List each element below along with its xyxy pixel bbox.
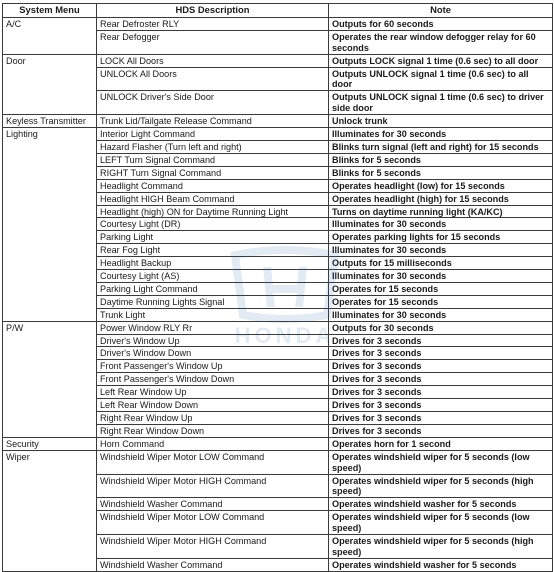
table-row bbox=[3, 437, 553, 450]
table-row bbox=[3, 115, 553, 128]
table-row bbox=[3, 205, 553, 218]
note-cell: Outputs for 15 milliseconds bbox=[329, 257, 553, 270]
hds-description-cell: Windshield Wiper Motor LOW Command bbox=[97, 511, 329, 535]
note-cell: Outputs LOCK signal 1 time (0.6 sec) to all door bbox=[329, 54, 553, 67]
table-row bbox=[3, 511, 553, 535]
hds-description-cell: Headlight Command bbox=[97, 179, 329, 192]
note-cell: Drives for 3 seconds bbox=[329, 347, 553, 360]
hds-description-cell: Headlight HIGH Beam Command bbox=[97, 192, 329, 205]
table-row bbox=[3, 373, 553, 386]
note-cell: Operates for 15 seconds bbox=[329, 295, 553, 308]
note-cell: Illuminates for 30 seconds bbox=[329, 218, 553, 231]
note-cell: Outputs UNLOCK signal 1 time (0.6 sec) to all door bbox=[329, 67, 553, 91]
hds-description-cell: Daytime Running Lights Signal bbox=[97, 295, 329, 308]
table-row bbox=[3, 535, 553, 559]
hds-description-cell: Windshield Washer Command bbox=[97, 558, 329, 571]
table-row bbox=[3, 412, 553, 425]
hds-description-cell: Parking Light Command bbox=[97, 282, 329, 295]
table-row bbox=[3, 179, 553, 192]
hds-description-cell: Left Rear Window Up bbox=[97, 386, 329, 399]
system-menu-cell-empty bbox=[3, 474, 97, 498]
table-row bbox=[3, 282, 553, 295]
note-cell: Outputs for 30 seconds bbox=[329, 321, 553, 334]
note-cell: Operates windshield washer for 5 seconds bbox=[329, 558, 553, 571]
system-menu-cell: Security bbox=[3, 437, 97, 450]
table-row bbox=[3, 30, 553, 54]
system-menu-cell-empty bbox=[3, 424, 97, 437]
system-menu-cell-empty bbox=[3, 399, 97, 412]
hds-description-cell: RIGHT Turn Signal Command bbox=[97, 166, 329, 179]
table-row bbox=[3, 257, 553, 270]
hds-description-cell: Power Window RLY Rr bbox=[97, 321, 329, 334]
system-menu-cell-empty bbox=[3, 166, 97, 179]
system-menu-cell: P/W bbox=[3, 321, 97, 334]
hds-description-cell: Windshield Wiper Motor HIGH Command bbox=[97, 474, 329, 498]
note-cell: Blinks for 5 seconds bbox=[329, 153, 553, 166]
note-cell: Drives for 3 seconds bbox=[329, 386, 553, 399]
hds-description-cell: Parking Light bbox=[97, 231, 329, 244]
hds-description-cell: Trunk Lid/Tailgate Release Command bbox=[97, 115, 329, 128]
table-row bbox=[3, 424, 553, 437]
system-menu-cell: Lighting bbox=[3, 128, 97, 141]
system-menu-cell: Door bbox=[3, 54, 97, 67]
hds-description-cell: Hazard Flasher (Turn left and right) bbox=[97, 140, 329, 153]
hds-description-cell: Rear Defogger bbox=[97, 30, 329, 54]
note-cell: Unlock trunk bbox=[329, 115, 553, 128]
hds-description-cell: Windshield Wiper Motor LOW Command bbox=[97, 450, 329, 474]
watermark-text: HONDA bbox=[234, 323, 336, 348]
table-header-row bbox=[3, 4, 553, 18]
hds-description-cell: UNLOCK Driver's Side Door bbox=[97, 91, 329, 115]
table-row bbox=[3, 295, 553, 308]
system-menu-cell-empty bbox=[3, 244, 97, 257]
header-note: Note bbox=[329, 4, 553, 18]
hds-description-cell: Right Rear Window Up bbox=[97, 412, 329, 425]
header-system-menu: System Menu bbox=[3, 4, 97, 18]
note-cell: Drives for 3 seconds bbox=[329, 373, 553, 386]
system-menu-cell-empty bbox=[3, 179, 97, 192]
hds-description-cell: Driver's Window Up bbox=[97, 334, 329, 347]
table-row bbox=[3, 360, 553, 373]
note-cell: Illuminates for 30 seconds bbox=[329, 308, 553, 321]
hds-description-cell: Trunk Light bbox=[97, 308, 329, 321]
system-menu-cell-empty bbox=[3, 140, 97, 153]
note-cell: Turns on daytime running light (KA/KC) bbox=[329, 205, 553, 218]
note-cell: Operates windshield wiper for 5 seconds (high speed) bbox=[329, 535, 553, 559]
system-menu-cell-empty bbox=[3, 270, 97, 283]
system-menu-cell-empty bbox=[3, 153, 97, 166]
table-row bbox=[3, 192, 553, 205]
hds-description-cell: Courtesy Light (AS) bbox=[97, 270, 329, 283]
system-menu-cell-empty bbox=[3, 308, 97, 321]
table-row bbox=[3, 153, 553, 166]
table-row bbox=[3, 231, 553, 244]
system-menu-cell: A/C bbox=[3, 17, 97, 30]
hds-description-cell: Windshield Wiper Motor HIGH Command bbox=[97, 535, 329, 559]
note-cell: Illuminates for 30 seconds bbox=[329, 270, 553, 283]
note-cell: Operates windshield washer for 5 seconds bbox=[329, 498, 553, 511]
system-menu-cell: Wiper bbox=[3, 450, 97, 474]
system-menu-cell-empty bbox=[3, 334, 97, 347]
hds-description-cell: Front Passenger's Window Up bbox=[97, 360, 329, 373]
system-menu-cell-empty bbox=[3, 498, 97, 511]
hds-description-cell: Windshield Washer Command bbox=[97, 498, 329, 511]
hds-description-cell: Courtesy Light (DR) bbox=[97, 218, 329, 231]
note-cell: Operates headlight (high) for 15 seconds bbox=[329, 192, 553, 205]
hds-description-cell: Driver's Window Down bbox=[97, 347, 329, 360]
hds-description-cell: Horn Command bbox=[97, 437, 329, 450]
note-cell: Blinks turn signal (left and right) for 15 seconds bbox=[329, 140, 553, 153]
system-menu-cell-empty bbox=[3, 373, 97, 386]
system-menu-cell-empty bbox=[3, 218, 97, 231]
note-cell: Operates windshield wiper for 5 seconds (low speed) bbox=[329, 511, 553, 535]
table-row bbox=[3, 140, 553, 153]
table-row bbox=[3, 450, 553, 474]
system-menu-cell-empty bbox=[3, 205, 97, 218]
system-menu-cell: Keyless Transmitter bbox=[3, 115, 97, 128]
note-cell: Illuminates for 30 seconds bbox=[329, 244, 553, 257]
hds-description-cell: LEFT Turn Signal Command bbox=[97, 153, 329, 166]
table-row bbox=[3, 54, 553, 67]
table-row bbox=[3, 334, 553, 347]
table-row bbox=[3, 128, 553, 141]
hds-description-cell: LOCK All Doors bbox=[97, 54, 329, 67]
table-row bbox=[3, 347, 553, 360]
system-menu-cell-empty bbox=[3, 412, 97, 425]
note-cell: Outputs for 60 seconds bbox=[329, 17, 553, 30]
hds-description-cell: Headlight (high) ON for Daytime Running Light bbox=[97, 205, 329, 218]
note-cell: Drives for 3 seconds bbox=[329, 334, 553, 347]
system-menu-cell-empty bbox=[3, 386, 97, 399]
system-menu-cell-empty bbox=[3, 67, 97, 91]
table-row bbox=[3, 558, 553, 571]
hds-description-cell: Front Passenger's Window Down bbox=[97, 373, 329, 386]
system-menu-cell-empty bbox=[3, 231, 97, 244]
system-menu-cell-empty bbox=[3, 511, 97, 535]
system-menu-cell-empty bbox=[3, 30, 97, 54]
table-row bbox=[3, 91, 553, 115]
system-menu-cell-empty bbox=[3, 91, 97, 115]
hds-function-test-table-container bbox=[2, 3, 552, 572]
table-row bbox=[3, 17, 553, 30]
table-row bbox=[3, 270, 553, 283]
note-cell: Drives for 3 seconds bbox=[329, 412, 553, 425]
hds-description-cell: Rear Fog Light bbox=[97, 244, 329, 257]
hds-description-cell: Headlight Backup bbox=[97, 257, 329, 270]
system-menu-cell-empty bbox=[3, 558, 97, 571]
hds-description-cell: Left Rear Window Down bbox=[97, 399, 329, 412]
hds-description-cell: UNLOCK All Doors bbox=[97, 67, 329, 91]
note-cell: Drives for 3 seconds bbox=[329, 399, 553, 412]
note-cell: Operates the rear window defogger relay for 60 seconds bbox=[329, 30, 553, 54]
note-cell: Outputs UNLOCK signal 1 time (0.6 sec) to driver side door bbox=[329, 91, 553, 115]
note-cell: Drives for 3 seconds bbox=[329, 360, 553, 373]
system-menu-cell-empty bbox=[3, 347, 97, 360]
table-row bbox=[3, 308, 553, 321]
note-cell: Operates for 15 seconds bbox=[329, 282, 553, 295]
header-hds-description: HDS Description bbox=[97, 4, 329, 18]
system-menu-cell-empty bbox=[3, 360, 97, 373]
table-row bbox=[3, 166, 553, 179]
note-cell: Illuminates for 30 seconds bbox=[329, 128, 553, 141]
table-row bbox=[3, 498, 553, 511]
note-cell: Operates horn for 1 second bbox=[329, 437, 553, 450]
hds-function-test-table bbox=[2, 3, 553, 572]
system-menu-cell-empty bbox=[3, 535, 97, 559]
system-menu-cell-empty bbox=[3, 257, 97, 270]
system-menu-cell-empty bbox=[3, 295, 97, 308]
system-menu-cell-empty bbox=[3, 282, 97, 295]
note-cell: Operates windshield wiper for 5 seconds (high speed) bbox=[329, 474, 553, 498]
system-menu-cell-empty bbox=[3, 192, 97, 205]
hds-description-cell: Interior Light Command bbox=[97, 128, 329, 141]
note-cell: Operates headlight (low) for 15 seconds bbox=[329, 179, 553, 192]
table-row bbox=[3, 474, 553, 498]
hds-description-cell: Right Rear Window Down bbox=[97, 424, 329, 437]
table-body bbox=[3, 17, 553, 571]
note-cell: Operates windshield wiper for 5 seconds (low speed) bbox=[329, 450, 553, 474]
hds-description-cell: Rear Defroster RLY bbox=[97, 17, 329, 30]
table-row bbox=[3, 321, 553, 334]
note-cell: Drives for 3 seconds bbox=[329, 424, 553, 437]
note-cell: Operates parking lights for 15 seconds bbox=[329, 231, 553, 244]
table-row bbox=[3, 399, 553, 412]
table-row bbox=[3, 386, 553, 399]
table-row bbox=[3, 244, 553, 257]
note-cell: Blinks for 5 seconds bbox=[329, 166, 553, 179]
table-row bbox=[3, 67, 553, 91]
table-row bbox=[3, 218, 553, 231]
